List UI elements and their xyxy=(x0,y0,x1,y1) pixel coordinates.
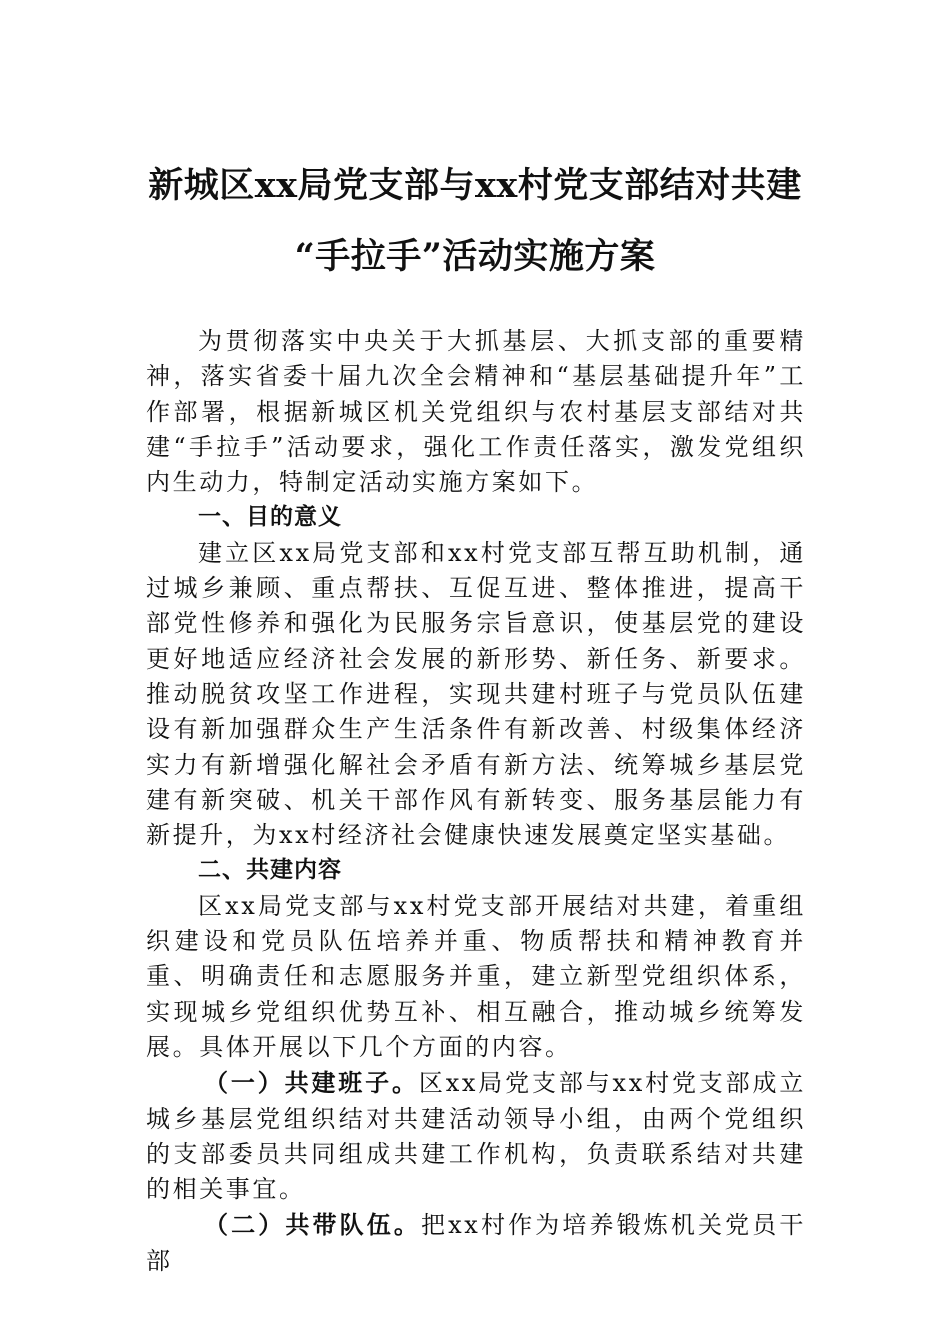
item-body-2: 把xx村作为培养锻炼机关党员干部 xyxy=(146,1211,806,1275)
item-title-1: （一）共建班子。 xyxy=(204,1068,419,1098)
item-body-1: 区xx局党支部与xx村党支部成立城乡基层党组织结对共建活动领导小组，由两个党组织的支部委员共同组成共建工作机构，负责联系结对共建的相关事宜。 xyxy=(146,1069,806,1204)
section-heading-content: 二、共建内容 xyxy=(198,857,342,884)
content-paragraph: 区xx局党支部与xx村党支部开展结对共建，着重组织建设和党员队伍培养并重、物质帮扶和精神教育并重、明确责任和志愿服务并重，建立新型党组织体系，实现城乡党组织优势互补、相互融合，推动城乡统筹发展。具体开展以下几个方面的内容。 xyxy=(146,891,806,1061)
item-paragraph-2 xyxy=(146,1207,806,1279)
item-title-2: （二）共带队伍。 xyxy=(204,1210,422,1240)
document-title-line-1: 新城区xx局党支部与xx村党支部结对共建 xyxy=(148,165,802,206)
purpose-paragraph: 建立区xx局党支部和xx村党支部互帮互助机制，通过城乡兼顾、重点帮扶、互促互进、整体推进，提高干部党性修养和强化为民服务宗旨意识，使基层党的建设更好地适应经济社会发展的新形势、新任务、新要求。推动脱贫攻坚工作进程，实现共建村班子与党员队伍建设有新加强群众生产生活条件有新改善、村级集体经济实力有新增强化解社会矛盾有新方法、统筹城乡基层党建有新突破、机关干部作风有新转变、服务基层能力有新提升，为xx村经济社会健康快速发展奠定坚实基础。 xyxy=(146,538,806,850)
document-body xyxy=(146,324,806,1279)
intro-paragraph: 为贯彻落实中央关于大抓基层、大抓支部的重要精神，落实省委十届九次全会精神和“基层基础提升年”工作部署，根据新城区机关党组织与农村基层支部结对共建“手拉手”活动要求，强化工作责任落实，激发党组织内生动力，特制定活动实施方案如下。 xyxy=(146,327,806,497)
item-paragraph-1 xyxy=(146,1065,806,1207)
section-heading-purpose: 一、目的意义 xyxy=(198,504,342,531)
document-title-line-2: “手拉手”活动实施方案 xyxy=(294,236,656,277)
